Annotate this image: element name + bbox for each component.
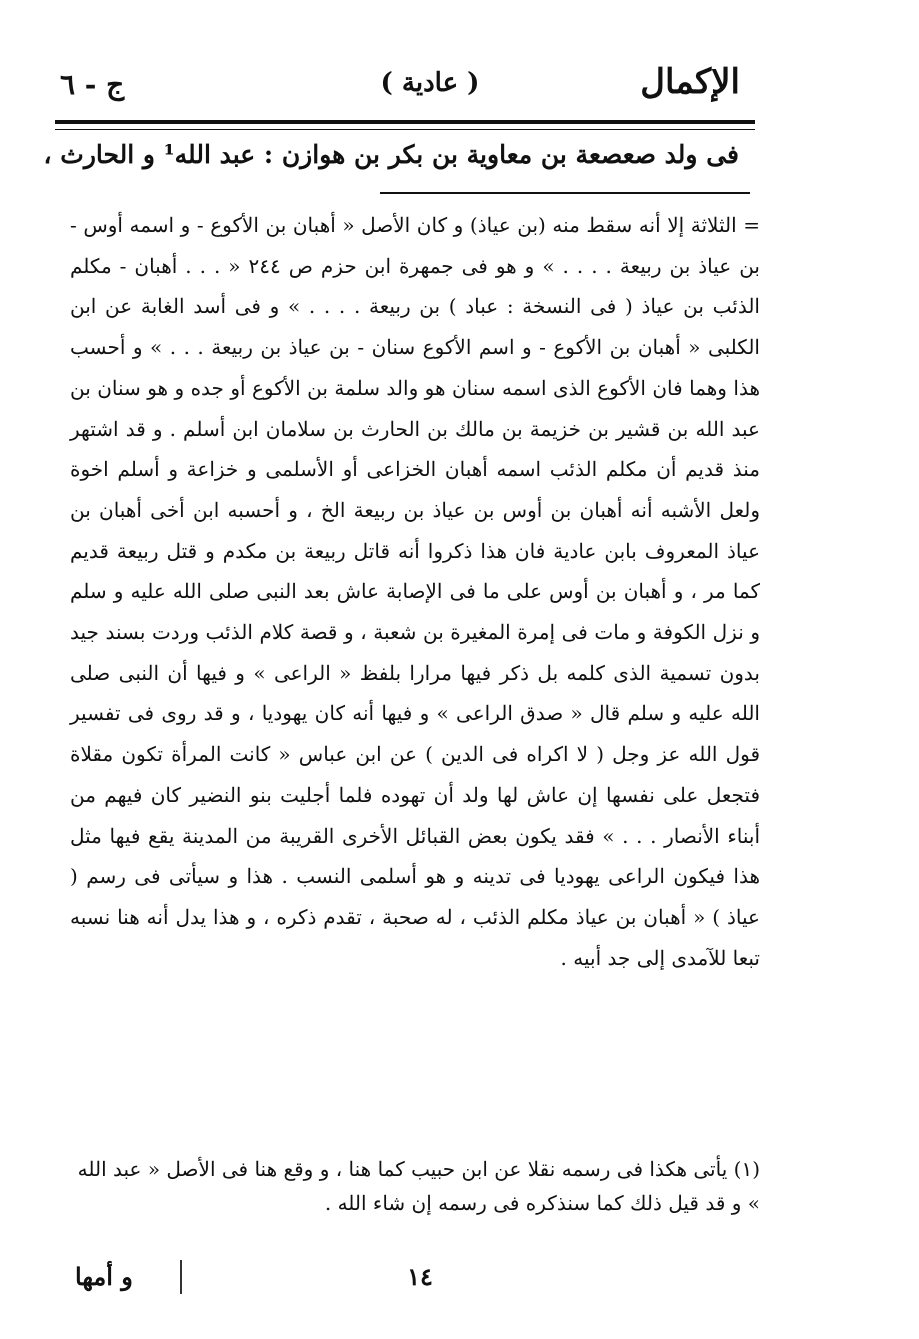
- header-rule-thin: [55, 129, 755, 130]
- commentary-paragraph: = الثلاثة إلا أنه سقط منه (بن عياذ) و كان الأصل « أهبان بن الأكوع - و اسمه أوس - بن عياذ بن ربيعة . . . . » و هو فى جمهرة ابن حزم ص ٢٤٤ « . . . أهبان - مكلم الذئب بن عياذ ( فى النسخة : عباد ) بن ربيعة . . . . » و فى أسد الغابة عن ابن الكلبى « أهبان بن الأكوع - و اسم الأكوع سنان - بن عياذ بن ربيعة . . . » و أحسب هذا وهما فان الأكوع الذى اسمه سنان هو والد سلمة بن الأكوع أو جده و هو سنان بن عبد الله بن قشير بن خزيمة بن مالك بن الحارث بن سلامان ابن أسلم . و قد اشتهر منذ قديم أن مكلم الذئب اسمه أهبان الخزاعى أو الأسلمى و خزاعة و أسلم اخوة ولعل الأشبه أنه أهبان بن أوس بن عياذ بن ربيعة الخ ، و أحسبه ابن أخى أهبان بن عياذ المعروف بابن عادية فان هذا ذكروا أنه قاتل ربيعة بن مكدم و قتل ربيعة قديم كما مر ، و أهبان بن أوس على ما فى الإصابة عاش بعد النبى صلى الله عليه و سلم و نزل الكوفة و مات فى إمرة المغيرة بن شعبة ، و قصة كلام الذئب وردت بسند جيد بدون تسمية الذى كلمه بل ذكر فيها مرارا بلفظ « الراعى » و فيها أن النبى صلى الله عليه و سلم قال « صدق الراعى » و فيها أنه كان يهوديا ، و قد روى فى تفسير قول الله عز وجل ( لا اكراه فى الدين ) عن ابن عباس « كانت المرأة تكون مقلاة فتجعل على نفسها إن عاش لها ولد أن تهوده فلما أجليت بنو النضير كان فيهم من أبناء الأنصار . . . » فقد يكون بعض القبائل الأخرى القريبة من المدينة يقع فيها مثل هذا فيكون الراعى يهوديا فى تدينه و هو أسلمى النسب . هذا و سيأتى فى رسم ( عياذ ) « أهبان بن عياذ مكلم الذئب ، له صحبة ، تقدم ذكره ، و هذا يدل أنه هنا نسبه تبعا للآمدى إلى جد أبيه .: [70, 213, 760, 970]
- header-rule-thick: [55, 120, 755, 124]
- footer-divider: [180, 1260, 182, 1294]
- running-header: [60, 62, 740, 112]
- volume-label: ج - ٦: [60, 68, 125, 101]
- footnote: (١) يأتى هكذا فى رسمه نقلا عن ابن حبيب كما هنا ، و وقع هنا فى الأصل « عبد الله » و قد قيل ذلك كما سنذكره فى رسمه إن شاء الله .: [77, 1157, 760, 1215]
- main-text-underline: [380, 192, 750, 194]
- catchword: و أمها: [75, 1262, 133, 1291]
- main-text-line: فى ولد صعصعة بن معاوية بن بكر بن هوازن : عبد الله¹ و الحارث ،: [43, 140, 739, 169]
- page-number: ١٤: [407, 1262, 433, 1291]
- section-label: ( عادية ): [380, 68, 480, 98]
- commentary-text: [70, 205, 760, 978]
- book-title: الإكمال: [640, 62, 740, 102]
